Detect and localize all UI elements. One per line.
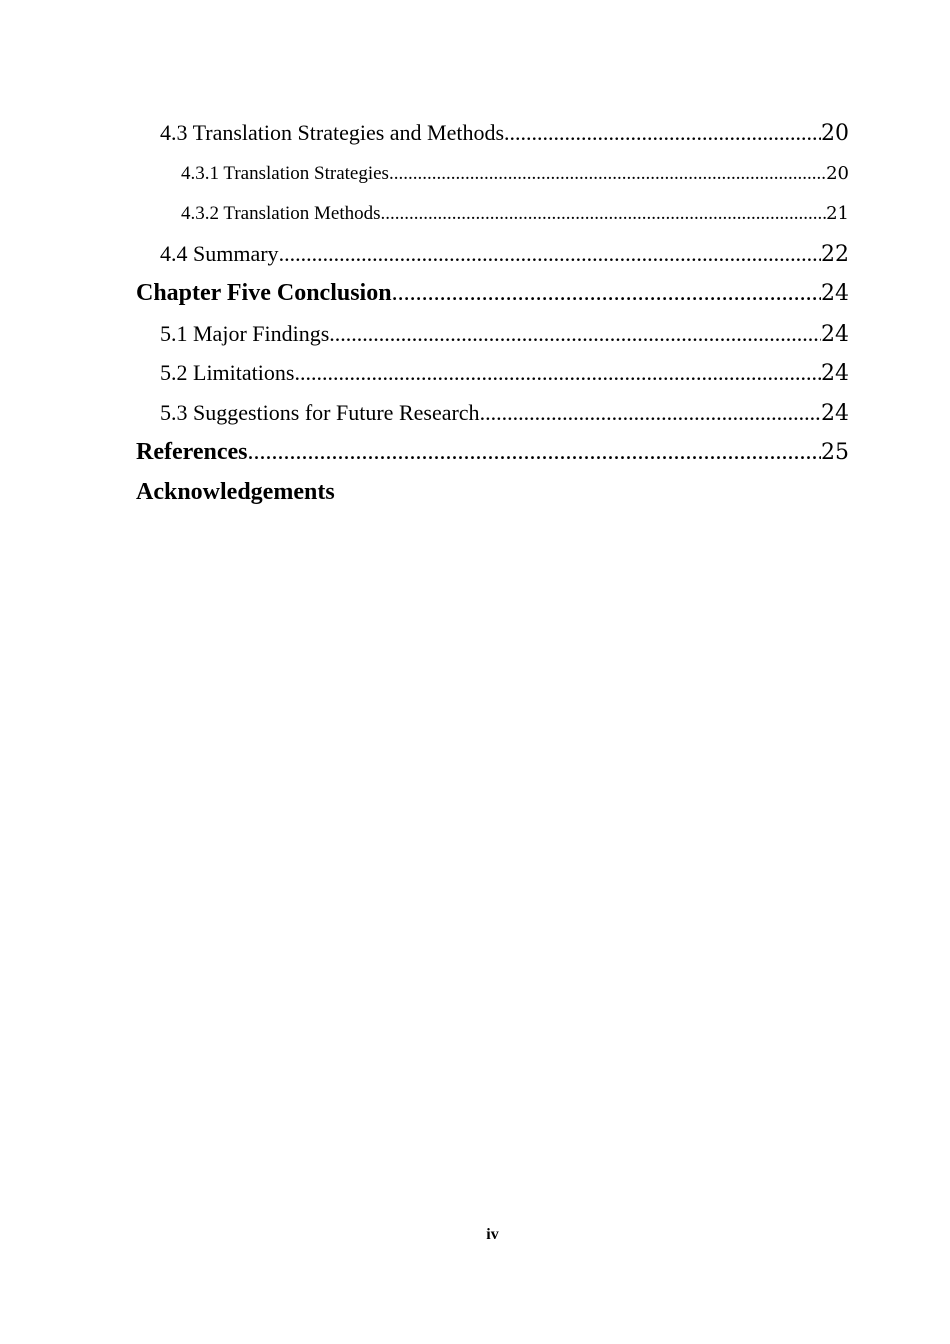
toc-entry-4-4[interactable]: [160, 241, 849, 267]
toc-entry-title: References: [136, 439, 248, 465]
toc-entry-title: 4.3.2 Translation Methods: [181, 203, 381, 224]
toc-entry-page: 25: [821, 440, 849, 465]
toc-dot-leader: [248, 439, 822, 466]
toc-entry-4-3-2[interactable]: [181, 203, 849, 225]
toc-entry-4-3[interactable]: [160, 120, 849, 146]
toc-entry-title: 5.1 Major Findings: [160, 321, 330, 346]
toc-dot-leader: [389, 163, 826, 185]
page-number: iv: [486, 1226, 499, 1243]
toc-entry-page: 24: [821, 401, 849, 426]
toc-dot-leader: [381, 203, 827, 225]
toc-entry-title: Acknowledgements: [136, 479, 335, 505]
toc-entry-title: 4.3.1 Translation Strategies: [181, 163, 389, 184]
toc-entry-title: Chapter Five Conclusion: [136, 280, 392, 306]
toc-entry-references[interactable]: [136, 439, 849, 466]
toc-dot-leader: [392, 280, 821, 307]
toc-entry-page: 24: [821, 281, 849, 306]
toc-entry-5-2[interactable]: [160, 360, 849, 386]
toc-entry-5-3[interactable]: [160, 400, 849, 426]
toc-entry-page: 24: [821, 361, 849, 386]
toc-dot-leader: [279, 241, 821, 267]
toc-entry-title: 4.4 Summary: [160, 241, 279, 266]
toc-entry-title: 4.3 Translation Strategies and Methods: [160, 120, 505, 145]
toc-entry-page: 20: [826, 163, 849, 184]
toc-entry-title: 5.2 Limitations: [160, 360, 295, 385]
toc-entry-title: 5.3 Suggestions for Future Research: [160, 400, 480, 425]
toc-entry-chapter-five[interactable]: [136, 280, 849, 307]
toc-entry-acknowledgements[interactable]: [136, 479, 335, 506]
toc-entry-page: 21: [826, 203, 849, 224]
toc-entry-page: 20: [821, 121, 849, 146]
toc-dot-leader: [480, 400, 821, 426]
toc-entry-4-3-1[interactable]: [181, 163, 849, 185]
toc-dot-leader: [329, 321, 821, 347]
toc-dot-leader: [294, 360, 821, 386]
toc-entry-page: 24: [821, 322, 849, 347]
toc-dot-leader: [504, 120, 821, 146]
toc-entry-page: 22: [821, 242, 849, 267]
toc-entry-5-1[interactable]: [160, 321, 849, 347]
